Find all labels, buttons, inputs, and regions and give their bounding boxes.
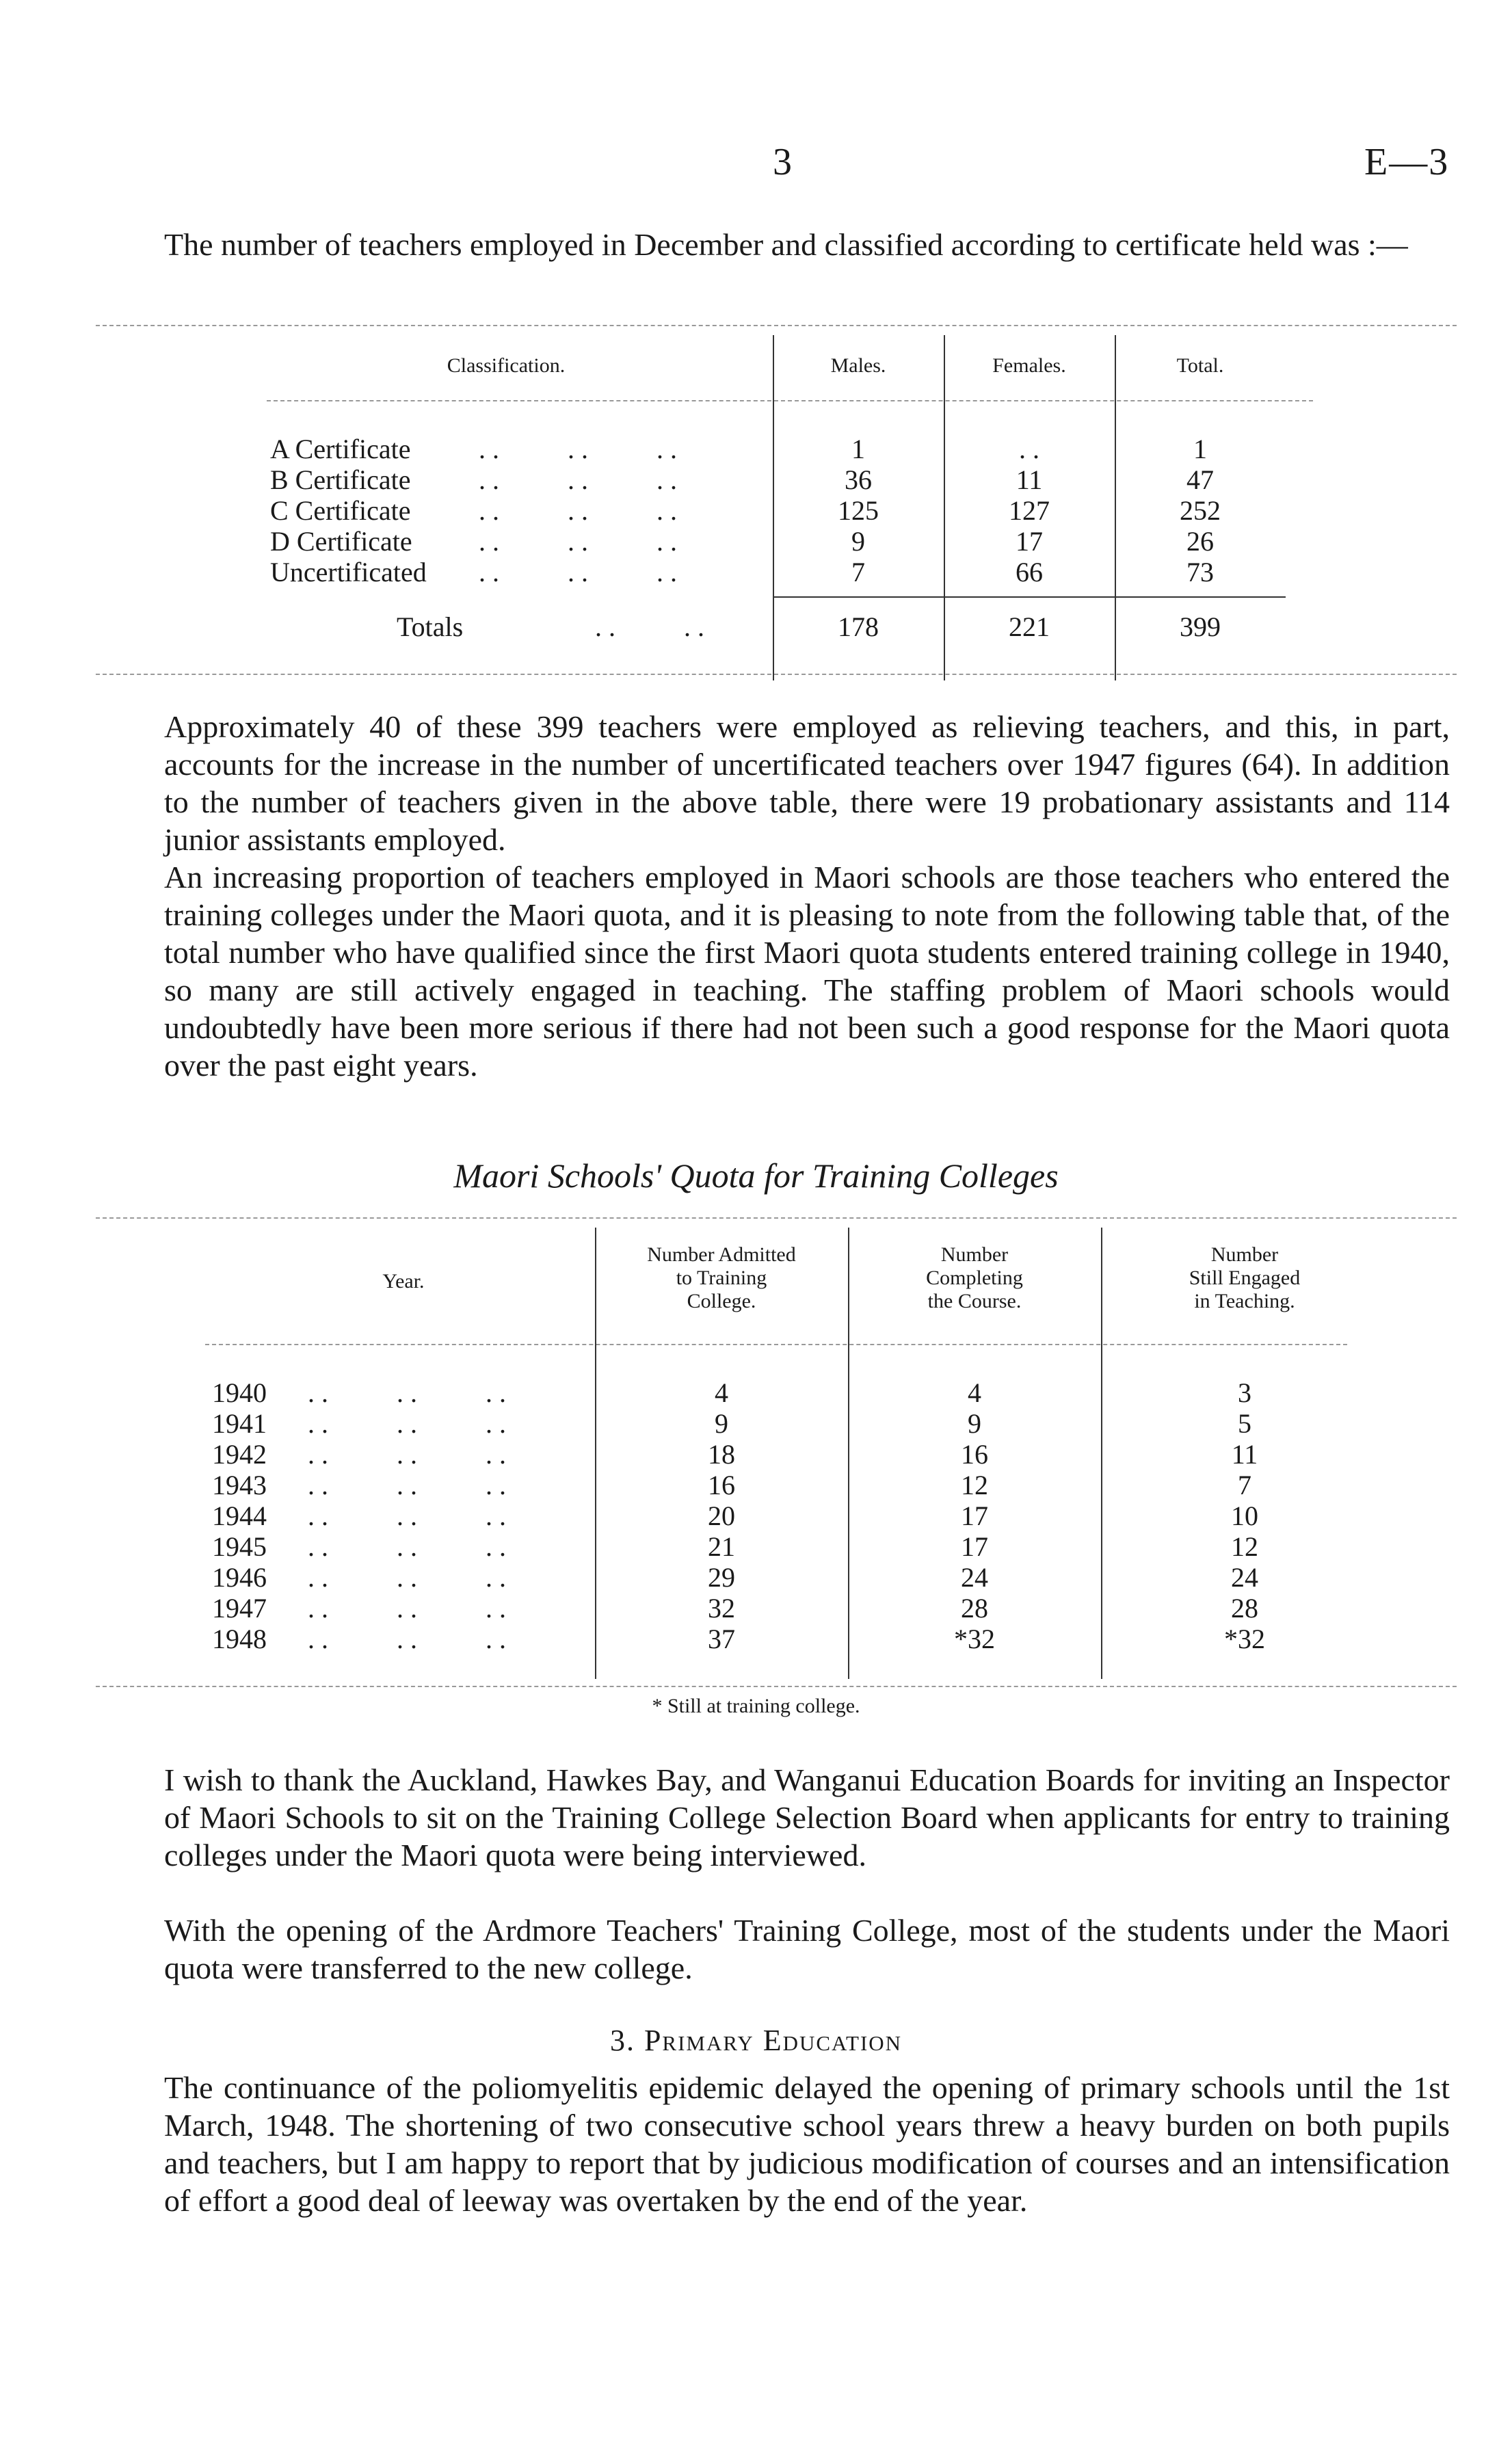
table1-header-total: Total. xyxy=(1176,354,1224,377)
header-line: to Training xyxy=(676,1267,767,1289)
males-total: 178 xyxy=(838,611,879,642)
table1-vline xyxy=(944,335,945,414)
total-value: 252 xyxy=(1180,495,1221,526)
row-label: D Certificate xyxy=(270,526,412,557)
year-cell: 1940 xyxy=(212,1377,267,1408)
paragraph xyxy=(164,1761,1450,1874)
year-cell: 1943 xyxy=(212,1470,267,1500)
admitted-cell: 9 xyxy=(715,1408,728,1439)
year-cell: 1942 xyxy=(212,1439,267,1470)
row-label: A Certificate xyxy=(270,434,411,464)
females-total: 221 xyxy=(1009,611,1050,642)
admitted-cell: 4 xyxy=(715,1377,728,1408)
leader-dots: . . . . . . xyxy=(479,557,677,587)
completing-cell: 9 xyxy=(968,1408,981,1439)
engaged-cell: 28 xyxy=(1231,1593,1258,1624)
totals-label: Totals xyxy=(397,611,464,642)
females-value: 11 xyxy=(1016,464,1043,495)
females-value: 66 xyxy=(1016,557,1043,587)
engaged-cell: 5 xyxy=(1238,1408,1251,1439)
header-line: College. xyxy=(687,1290,756,1312)
leader-dots: . . . . . . xyxy=(308,1500,506,1531)
year-cell: 1945 xyxy=(212,1531,267,1562)
paragraph-text: An increasing proportion of teachers employed in Maori schools are those teachers who entered the training colleges under the Maori quota, and it is pleasing to note from the following table that, of the total number who have qualified since the first Maori quota students entered training college in 1940, so many are still actively engaged in teaching. The staffing problem of Maori schools would undoubtedly have been more serious if there had not been such a good response for the Maori quota over the past eight years. xyxy=(164,860,1450,1083)
header-line: Number xyxy=(940,1243,1009,1266)
intro-text: The number of teachers employed in December and classified according to certificate held was :— xyxy=(164,227,1408,262)
paragraph-text: The continuance of the poliomyelitis epidemic delayed the opening of primary schools until the 1st March, 1948. The shortening of two consecutive school years threw a heavy burden on both pupils and teachers, but I am happy to report that by judicious modification of courses and an intensification of effort a good deal of leeway was overtaken by the end of the year. xyxy=(164,2070,1450,2218)
header-line: in Teaching. xyxy=(1194,1290,1295,1312)
total-value: 73 xyxy=(1186,557,1214,587)
table1-header-females: Females. xyxy=(992,354,1066,377)
engaged-cell: 3 xyxy=(1238,1377,1251,1408)
leader-dots: . . . . . . xyxy=(479,434,677,464)
leader-dots: . . . . . . xyxy=(308,1531,506,1562)
admitted-cell: 18 xyxy=(708,1439,735,1470)
total-value: 26 xyxy=(1186,526,1214,557)
admitted-cell: 20 xyxy=(708,1500,735,1531)
males-value: 1 xyxy=(851,434,865,464)
admitted-cell: 37 xyxy=(708,1624,735,1654)
admitted-cell: 32 xyxy=(708,1593,735,1624)
completing-cell: 12 xyxy=(961,1470,988,1500)
table1-header-classification: Classification. xyxy=(447,354,566,377)
table1-header-rule xyxy=(267,400,1313,401)
completing-cell: 16 xyxy=(961,1439,988,1470)
paragraph-text: Approximately 40 of these 399 teachers were employed as relieving teachers, and this, in part, accounts for the increase in the number of uncertificated teachers over 1947 figures (64). In addition to the number of teachers given in the above table, there were 19 probationary assistants and 114 junior assistants employed. xyxy=(164,709,1450,857)
completing-cell: 24 xyxy=(961,1562,988,1593)
admitted-cell: 29 xyxy=(708,1562,735,1593)
document-code: E—3 xyxy=(1364,141,1450,183)
males-value: 9 xyxy=(851,526,865,557)
paragraph-text: With the opening of the Ardmore Teachers' Training College, most of the students under the Maori quota were transferred to the new college. xyxy=(164,1913,1450,1985)
table2-header-engaged xyxy=(1101,1243,1388,1313)
table2-top-rule xyxy=(96,1217,1457,1219)
leader-dots: . . . . . . xyxy=(308,1408,506,1439)
page-number: 3 xyxy=(773,141,792,183)
year-cell: 1947 xyxy=(212,1593,267,1624)
leader-dots: . . . . . . xyxy=(308,1562,506,1593)
year-cell: 1946 xyxy=(212,1562,267,1593)
paragraph-text: I wish to thank the Auckland, Hawkes Bay, and Wanganui Education Boards for inviting an Inspector of Maori Schools to sit on the Training College Selection Board when applicants for entry to training colleges under the Maori quota were being interviewed. xyxy=(164,1762,1450,1872)
intro-paragraph xyxy=(164,226,1450,263)
table2-caption: Maori Schools' Quota for Training Colleges xyxy=(453,1156,1059,1195)
males-value: 36 xyxy=(845,464,872,495)
table1-vline xyxy=(1115,335,1116,414)
paragraph xyxy=(164,1911,1450,1987)
admitted-cell: 21 xyxy=(708,1531,735,1562)
completing-cell: 17 xyxy=(961,1500,988,1531)
row-label: B Certificate xyxy=(270,464,411,495)
header-line: the Course. xyxy=(927,1290,1022,1312)
year-cell: 1941 xyxy=(212,1408,267,1439)
header-line: Number xyxy=(1210,1243,1279,1266)
females-value: . . xyxy=(1019,434,1039,464)
leader-dots: . . . . . . xyxy=(479,526,677,557)
paragraph xyxy=(164,708,1450,858)
engaged-cell: *32 xyxy=(1224,1624,1265,1654)
leader-dots: . . . . . . xyxy=(479,495,677,526)
table2-bottom-rule xyxy=(96,1686,1457,1687)
section-heading xyxy=(0,2023,1512,2058)
males-value: 125 xyxy=(838,495,879,526)
completing-cell: 28 xyxy=(961,1593,988,1624)
section-title: Primary Education xyxy=(644,2024,903,2057)
leader-dots: . . . . . . xyxy=(308,1593,506,1624)
leader-dots: . . . . . . xyxy=(308,1439,506,1470)
table2-header-year: Year. xyxy=(382,1270,425,1293)
leader-dots: . . . . . . xyxy=(479,464,677,495)
engaged-cell: 10 xyxy=(1231,1500,1258,1531)
header-line: Still Engaged xyxy=(1189,1267,1301,1289)
header-line: Completing xyxy=(926,1267,1023,1289)
totals-rule xyxy=(773,596,1286,598)
section-number: 3. xyxy=(609,2024,635,2057)
grand-total: 399 xyxy=(1180,611,1221,642)
completing-cell: *32 xyxy=(954,1624,995,1654)
paragraph xyxy=(164,858,1450,1084)
engaged-cell: 11 xyxy=(1231,1439,1258,1470)
leader-dots: . . . . xyxy=(595,611,704,642)
females-value: 17 xyxy=(1016,526,1043,557)
year-cell: 1944 xyxy=(212,1500,267,1531)
row-label: Uncertificated xyxy=(270,557,427,587)
year-cell: 1948 xyxy=(212,1624,267,1654)
table2-header-completing xyxy=(848,1243,1101,1313)
females-value: 127 xyxy=(1009,495,1050,526)
total-value: 47 xyxy=(1186,464,1214,495)
table1-bottom-rule xyxy=(96,674,1457,675)
leader-dots: . . . . . . xyxy=(308,1624,506,1654)
completing-cell: 4 xyxy=(968,1377,981,1408)
table1-vline xyxy=(773,335,774,414)
males-value: 7 xyxy=(851,557,865,587)
table2-header-admitted xyxy=(595,1243,848,1313)
table1-top-rule xyxy=(96,325,1457,326)
table2-footnote: * Still at training college. xyxy=(652,1695,860,1717)
engaged-cell: 24 xyxy=(1231,1562,1258,1593)
engaged-cell: 7 xyxy=(1238,1470,1251,1500)
paragraph xyxy=(164,2069,1450,2219)
engaged-cell: 12 xyxy=(1231,1531,1258,1562)
leader-dots: . . . . . . xyxy=(308,1470,506,1500)
table2-header-rule xyxy=(205,1344,1347,1345)
table1-header-males: Males. xyxy=(830,354,886,377)
completing-cell: 17 xyxy=(961,1531,988,1562)
row-label: C Certificate xyxy=(270,495,411,526)
total-value: 1 xyxy=(1193,434,1207,464)
leader-dots: . . . . . . xyxy=(308,1377,506,1408)
admitted-cell: 16 xyxy=(708,1470,735,1500)
header-line: Number Admitted xyxy=(647,1243,796,1266)
